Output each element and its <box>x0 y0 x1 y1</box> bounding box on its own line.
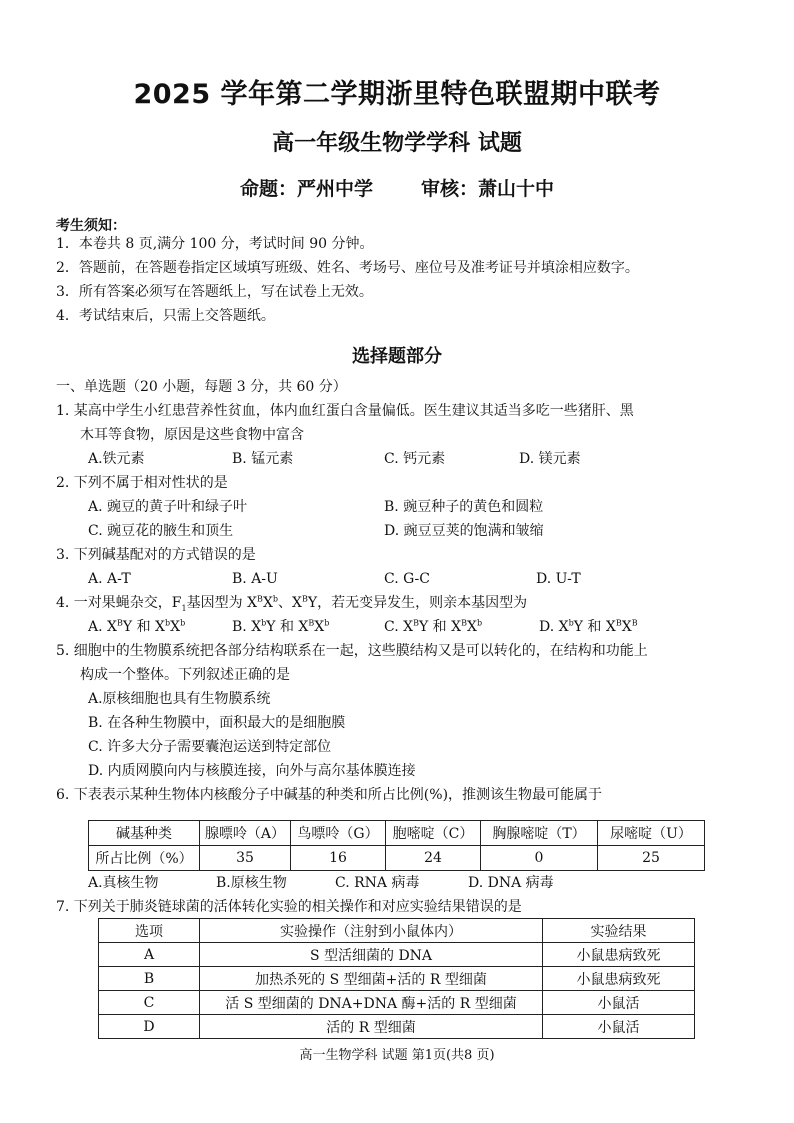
section-intro: 一、单选题（20 小题，每题 3 分，共 60 分） <box>56 379 347 395</box>
table-header-row <box>89 821 705 846</box>
table-cell: 24 <box>386 846 481 871</box>
table-header-cell: 实验结果 <box>543 919 695 943</box>
author-line <box>0 174 794 201</box>
table-header-cell: 胞嘧啶（C） <box>386 821 481 846</box>
exam-subtitle: 高一年级生物学学科 试题 <box>272 131 522 156</box>
q1-option-a: A.铁元素 <box>88 451 145 467</box>
table-cell: 35 <box>200 846 291 871</box>
q4-option-a: A. $X^BY$ 和 $X^bX^b$ <box>88 618 186 635</box>
q1-stem-line2: 木耳等食物，原因是这些食物中富含 <box>80 427 304 443</box>
page-footer: 高一生物学科 试题 第1页(共8 页) <box>299 1048 495 1063</box>
q6-stem: 6. 下表表示某种生物体内核酸分子中碱基的种类和所占比例(%)，推测该生物最可能属于 <box>56 787 603 803</box>
table-cell: 小鼠活 <box>543 991 695 1015</box>
q3-option-c: C. G-C <box>384 571 430 587</box>
q2-option-a: A. 豌豆的黄子叶和绿子叶 <box>88 499 248 515</box>
table-cell: 0 <box>481 846 598 871</box>
exam-title: 2025 学年第二学期浙里特色联盟期中联考 <box>133 79 661 110</box>
q5-option-c: C. 许多大分子需要囊泡运送到特定部位 <box>88 739 332 755</box>
q3-option-b: B. A-U <box>232 571 278 587</box>
q3-option-d: D. U-T <box>536 571 581 587</box>
table-cell: B <box>99 967 200 991</box>
q3-option-a: A. A-T <box>88 571 131 587</box>
q6-base-table <box>88 820 705 871</box>
table-cell: 小鼠患病致死 <box>543 967 695 991</box>
q7-experiment-table <box>98 918 695 1039</box>
q6-option-d: D. DNA 病毒 <box>468 875 554 891</box>
q7-stem: 7. 下列关于肺炎链球菌的活体转化实验的相关操作和对应实验结果错误的是 <box>56 899 522 915</box>
table-row <box>99 943 695 967</box>
q5-option-d: D. 内质网膜向内与核膜连接，向外与高尔基体膜连接 <box>88 763 416 779</box>
table-header-cell: 碱基种类 <box>89 821 200 846</box>
table-header-cell: 尿嘧啶（U） <box>598 821 705 846</box>
table-cell: A <box>99 943 200 967</box>
table-header-cell: 实验操作（注射到小鼠体内） <box>200 919 543 943</box>
q4-option-b: B. $X^bY$ 和 $X^BX^b$ <box>232 618 330 635</box>
q4-option-d: D. $X^bY$ 和 $X^BX^B$ <box>539 618 638 635</box>
q4-stem: 4. 一对果蝇杂交，$F_1$基因型为 $X^BX^b$、$X^BY$，若无变异发生，则亲本基因型为 <box>56 594 528 613</box>
table-cell: 所占比例（%） <box>89 846 200 871</box>
table-cell: S 型活细菌的 DNA <box>200 943 543 967</box>
notice-item: 1．本卷共 8 页,满分 100 分，考试时间 90 分钟。 <box>56 236 374 252</box>
table-cell: 25 <box>598 846 705 871</box>
table-cell: 活的 R 型细菌 <box>200 1015 543 1039</box>
table-cell: 16 <box>291 846 386 871</box>
table-header-cell: 鸟嘌呤（G） <box>291 821 386 846</box>
notice-item: 3．所有答案必须写在答题纸上，写在试卷上无效。 <box>56 284 373 300</box>
table-cell: D <box>99 1015 200 1039</box>
notice-item: 4．考试结束后，只需上交答题纸。 <box>56 308 275 324</box>
review-label: 审核：萧山十中 <box>421 178 555 200</box>
table-cell: 小鼠活 <box>543 1015 695 1039</box>
table-header-cell: 胸腺嘧啶（T） <box>481 821 598 846</box>
notice-heading: 考生须知： <box>56 218 126 234</box>
table-row <box>99 967 695 991</box>
table-row <box>99 1015 695 1039</box>
table-header-cell: 选项 <box>99 919 200 943</box>
q2-option-b: B. 豌豆种子的黄色和圆粒 <box>384 499 544 515</box>
q5-stem-line1: 5. 细胞中的生物膜系统把各部分结构联系在一起，这些膜结构又是可以转化的，在结构和功能上 <box>56 643 648 659</box>
table-cell: 小鼠患病致死 <box>543 943 695 967</box>
q6-option-c: C. RNA 病毒 <box>335 875 420 891</box>
table-row <box>99 991 695 1015</box>
table-row <box>89 846 705 871</box>
q5-option-b: B. 在各种生物膜中，面积最大的是细胞膜 <box>88 715 346 731</box>
table-header-cell: 腺嘌呤（A） <box>200 821 291 846</box>
table-cell: 加热杀死的 S 型细菌+活的 R 型细菌 <box>200 967 543 991</box>
q6-option-a: A.真核生物 <box>88 875 159 891</box>
q6-option-b: B.原核生物 <box>216 875 287 891</box>
table-header-row <box>99 919 695 943</box>
q2-option-c: C. 豌豆花的腋生和顶生 <box>88 523 234 539</box>
table-cell: 活 S 型细菌的 DNA+DNA 酶+活的 R 型细菌 <box>200 991 543 1015</box>
q2-option-d: D. 豌豆豆荚的饱满和皱缩 <box>384 523 544 539</box>
notice-item: 2．答题前，在答题卷指定区域填写班级、姓名、考场号、座位号及准考证号并填涂相应数字。 <box>56 260 639 276</box>
q3-stem: 3. 下列碱基配对的方式错误的是 <box>56 547 256 563</box>
section-title: 选择题部分 <box>352 346 442 367</box>
q1-option-b: B. 锰元素 <box>232 451 294 467</box>
q1-option-d: D. 镁元素 <box>519 451 581 467</box>
q1-stem-line1: 1. 某高中学生小红患营养性贫血，体内血红蛋白含量偏低。医生建议其适当多吃一些猪肝、黑 <box>56 403 634 419</box>
table-cell: C <box>99 991 200 1015</box>
q4-option-c: C. $X^BY$ 和 $X^BX^b$ <box>384 618 483 635</box>
q5-option-a: A.原核细胞也具有生物膜系统 <box>88 691 271 707</box>
author-label: 命题：严州中学 <box>239 178 373 200</box>
q2-stem: 2. 下列不属于相对性状的是 <box>56 475 228 491</box>
q1-option-c: C. 钙元素 <box>384 451 446 467</box>
q5-stem-line2: 构成一个整体。下列叙述正确的是 <box>80 667 290 683</box>
